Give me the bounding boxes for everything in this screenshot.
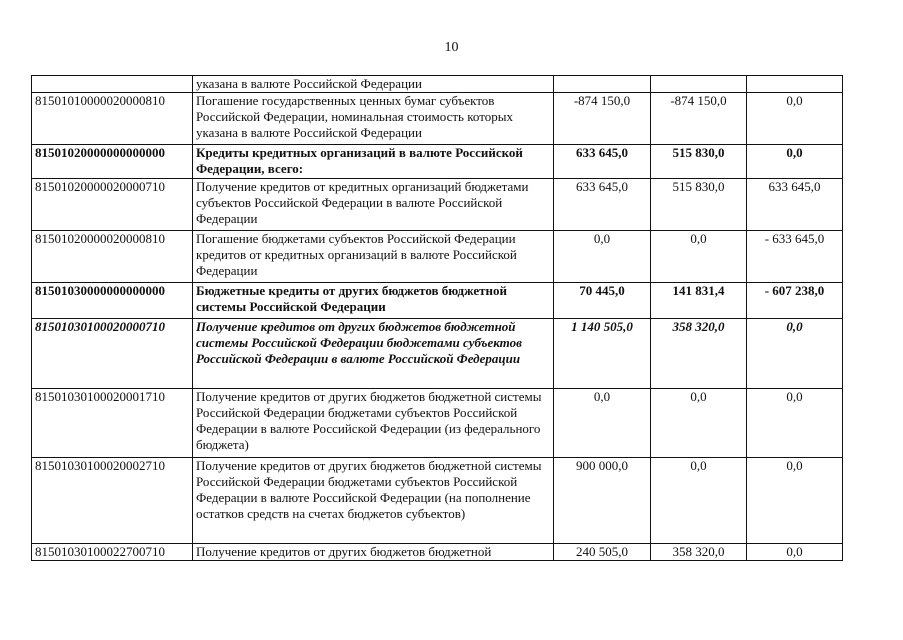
- table-row: [32, 283, 843, 319]
- row-value-2: 358 320,0: [651, 319, 747, 389]
- row-name: Бюджетные кредиты от других бюджетов бюджетной системы Российской Федерации: [193, 283, 554, 319]
- row-value-3: 0,0: [747, 319, 843, 389]
- row-code: 81501020000020000810: [32, 231, 193, 283]
- row-value-3: 0,0: [747, 544, 843, 561]
- row-value-3: 0,0: [747, 458, 843, 544]
- row-value-1: 900 000,0: [554, 458, 651, 544]
- budget-table: [31, 75, 843, 561]
- row-value-3: - 607 238,0: [747, 283, 843, 319]
- row-code: 81501030100020000710: [32, 319, 193, 389]
- row-code: 81501030100020001710: [32, 389, 193, 458]
- row-name: указана в валюте Российской Федерации: [193, 76, 554, 93]
- row-value-1: 633 645,0: [554, 145, 651, 179]
- row-name: Получение кредитов от других бюджетов бюджетной системы Российской Федерации бюджетами субъектов Российской Федерации в валюте Российской Федерации: [193, 319, 554, 389]
- row-value-2: 0,0: [651, 458, 747, 544]
- table-row: [32, 93, 843, 145]
- row-code: [32, 76, 193, 93]
- row-name: Получение кредитов от кредитных организаций бюджетами субъектов Российской Федерации в валюте Российской Федерации: [193, 179, 554, 231]
- table-row: [32, 179, 843, 231]
- row-code: 81501030100020002710: [32, 458, 193, 544]
- row-value-1: 0,0: [554, 389, 651, 458]
- row-value-3: 0,0: [747, 145, 843, 179]
- row-value-3: [747, 76, 843, 93]
- row-name: Погашение государственных ценных бумаг субъектов Российской Федерации, номинальная стоимость которых указана в валюте Российской Федерации: [193, 93, 554, 145]
- row-code: 81501030000000000000: [32, 283, 193, 319]
- row-value-1: [554, 76, 651, 93]
- table-row: [32, 319, 843, 389]
- row-value-3: 0,0: [747, 93, 843, 145]
- row-value-2: 141 831,4: [651, 283, 747, 319]
- page-number: 10: [444, 40, 459, 55]
- row-value-2: -874 150,0: [651, 93, 747, 145]
- row-name: Получение кредитов от других бюджетов бюджетной системы Российской Федерации бюджетами субъектов Российской Федерации в валюте Российской Федерации (из федерального бюджета): [193, 389, 554, 458]
- row-value-2: 0,0: [651, 389, 747, 458]
- row-value-1: 1 140 505,0: [554, 319, 651, 389]
- row-code: 81501020000020000710: [32, 179, 193, 231]
- table-row: [32, 145, 843, 179]
- row-value-1: 633 645,0: [554, 179, 651, 231]
- table-row: [32, 76, 843, 93]
- row-name: Получение кредитов от других бюджетов бюджетной системы Российской Федерации бюджетами субъектов Российской Федерации в валюте Российской Федерации (на пополнение остатков средств на счетах бюджетов субъектов): [193, 458, 554, 544]
- row-code: 81501030100022700710: [32, 544, 193, 561]
- row-value-1: 0,0: [554, 231, 651, 283]
- row-value-2: [651, 76, 747, 93]
- table-row: [32, 544, 843, 561]
- row-name: Кредиты кредитных организаций в валюте Российской Федерации, всего:: [193, 145, 554, 179]
- row-value-1: 240 505,0: [554, 544, 651, 561]
- row-value-3: - 633 645,0: [747, 231, 843, 283]
- row-value-1: 70 445,0: [554, 283, 651, 319]
- row-code: 81501020000000000000: [32, 145, 193, 179]
- row-value-3: 633 645,0: [747, 179, 843, 231]
- row-name: Получение кредитов от других бюджетов бюджетной: [193, 544, 554, 561]
- row-value-2: 515 830,0: [651, 179, 747, 231]
- row-value-2: 0,0: [651, 231, 747, 283]
- row-value-2: 515 830,0: [651, 145, 747, 179]
- table-row: [32, 458, 843, 544]
- row-name: Погашение бюджетами субъектов Российской Федерации кредитов от кредитных организаций в валюте Российской Федерации: [193, 231, 554, 283]
- row-code: 81501010000020000810: [32, 93, 193, 145]
- table-row: [32, 389, 843, 458]
- row-value-2: 358 320,0: [651, 544, 747, 561]
- row-value-3: 0,0: [747, 389, 843, 458]
- table-row: [32, 231, 843, 283]
- row-value-1: -874 150,0: [554, 93, 651, 145]
